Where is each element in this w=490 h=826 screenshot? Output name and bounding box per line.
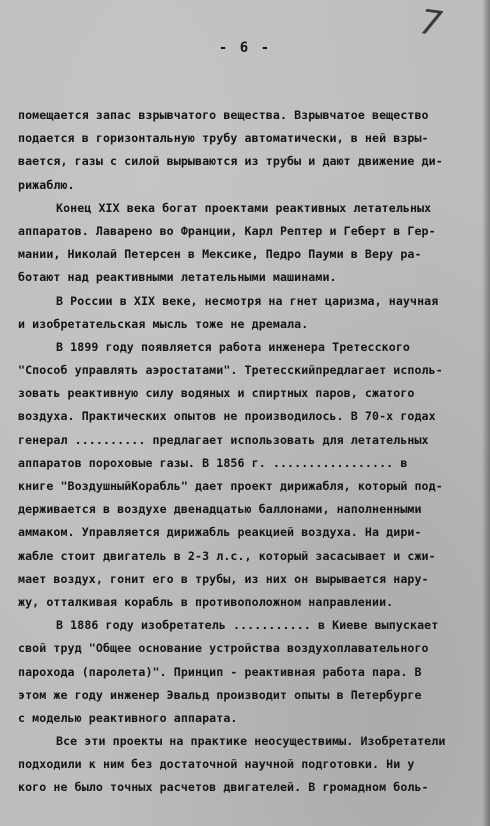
text-line: книге "ВоздушныйКорабль" дает проект дирижабля, который под- bbox=[18, 479, 443, 493]
page-edge-shadow bbox=[482, 0, 490, 826]
text-line: аппаратов пороховые газы. В 1856 г. ................. в bbox=[18, 455, 408, 470]
text-line: подается в горизонтальную трубу автоматически, в ней взры- bbox=[18, 131, 429, 146]
text-line: "Способ управлять аэростатами". Третесскийпредлагает исполь- bbox=[18, 363, 443, 378]
text-line: ботают над реактивными летательными машинами. bbox=[18, 270, 337, 285]
body-text bbox=[18, 104, 478, 800]
text-line: В 1899 году появляется работа инженера Третесского bbox=[56, 339, 411, 354]
text-line: парохода (паролета)". Принцип - реактивная работа пара. В bbox=[18, 664, 422, 679]
text-line: аппаратов. Лаварено во Франции, Карл Рептер и Геберт в Гер- bbox=[18, 223, 436, 238]
text-line: В России в XIX веке, несмотря на гнет царизма, научная bbox=[56, 293, 439, 308]
text-line: воздуха. Практических опытов не производилось. В 70-х годах bbox=[18, 409, 436, 424]
text-line: с моделью реактивного аппарата. bbox=[18, 710, 238, 725]
text-line: зовать реактивную силу водяных и спиртных паров, сжатого bbox=[18, 386, 415, 401]
page-number: - 6 - bbox=[218, 40, 272, 56]
text-line: аммаком. Управляется дирижабль реакцией воздуха. На дири- bbox=[18, 525, 422, 540]
text-line: генерал .......... предлагает использовать для летательных bbox=[18, 432, 429, 447]
text-line: держивается в воздухе двенадцатью баллонами, наполненными bbox=[18, 502, 422, 517]
text-line: Все эти проекты на практике неосуществимы. Изобретатели bbox=[56, 734, 446, 749]
text-line: кого не было точных расчетов двигателей. В громадном боль- bbox=[18, 780, 429, 795]
text-line: мании, Николай Петерсен в Мексике, Педро Пауми в Веру ра- bbox=[18, 247, 422, 262]
text-line: этом же году инженер Эвальд производит опыты в Петербурге bbox=[18, 687, 422, 702]
text-line: свой труд "Общее основание устройства воздухоплавательного bbox=[18, 641, 429, 656]
text-line: и изобретательская мысль тоже не дремала. bbox=[18, 316, 309, 331]
text-line: жу, отталкивая корабль в противоположном направлении. bbox=[18, 594, 394, 609]
text-line: рижаблю. bbox=[18, 177, 75, 192]
text-line: В 1886 году изобретатель ........... в Киеве выпускает bbox=[56, 618, 439, 633]
text-line: мает воздух, гонит его в трубы, из них он вырывается нару- bbox=[18, 571, 429, 586]
text-line: жабле стоит двигатель в 2-3 л.с., который засасывает и сжи- bbox=[18, 548, 436, 563]
text-line: помещается запас взрывчатого вещества. Взрывчатое вещество bbox=[18, 108, 429, 122]
text-line: Конец XIX века богат проектами реактивных летательных bbox=[56, 200, 432, 215]
text-line: вается, газы с силой вырываются из трубы и дают движение ди- bbox=[18, 154, 443, 169]
text-line: подходили к ним без достаточной научной подготовки. Ни у bbox=[18, 757, 415, 772]
archive-mark: 7 bbox=[417, 2, 445, 45]
